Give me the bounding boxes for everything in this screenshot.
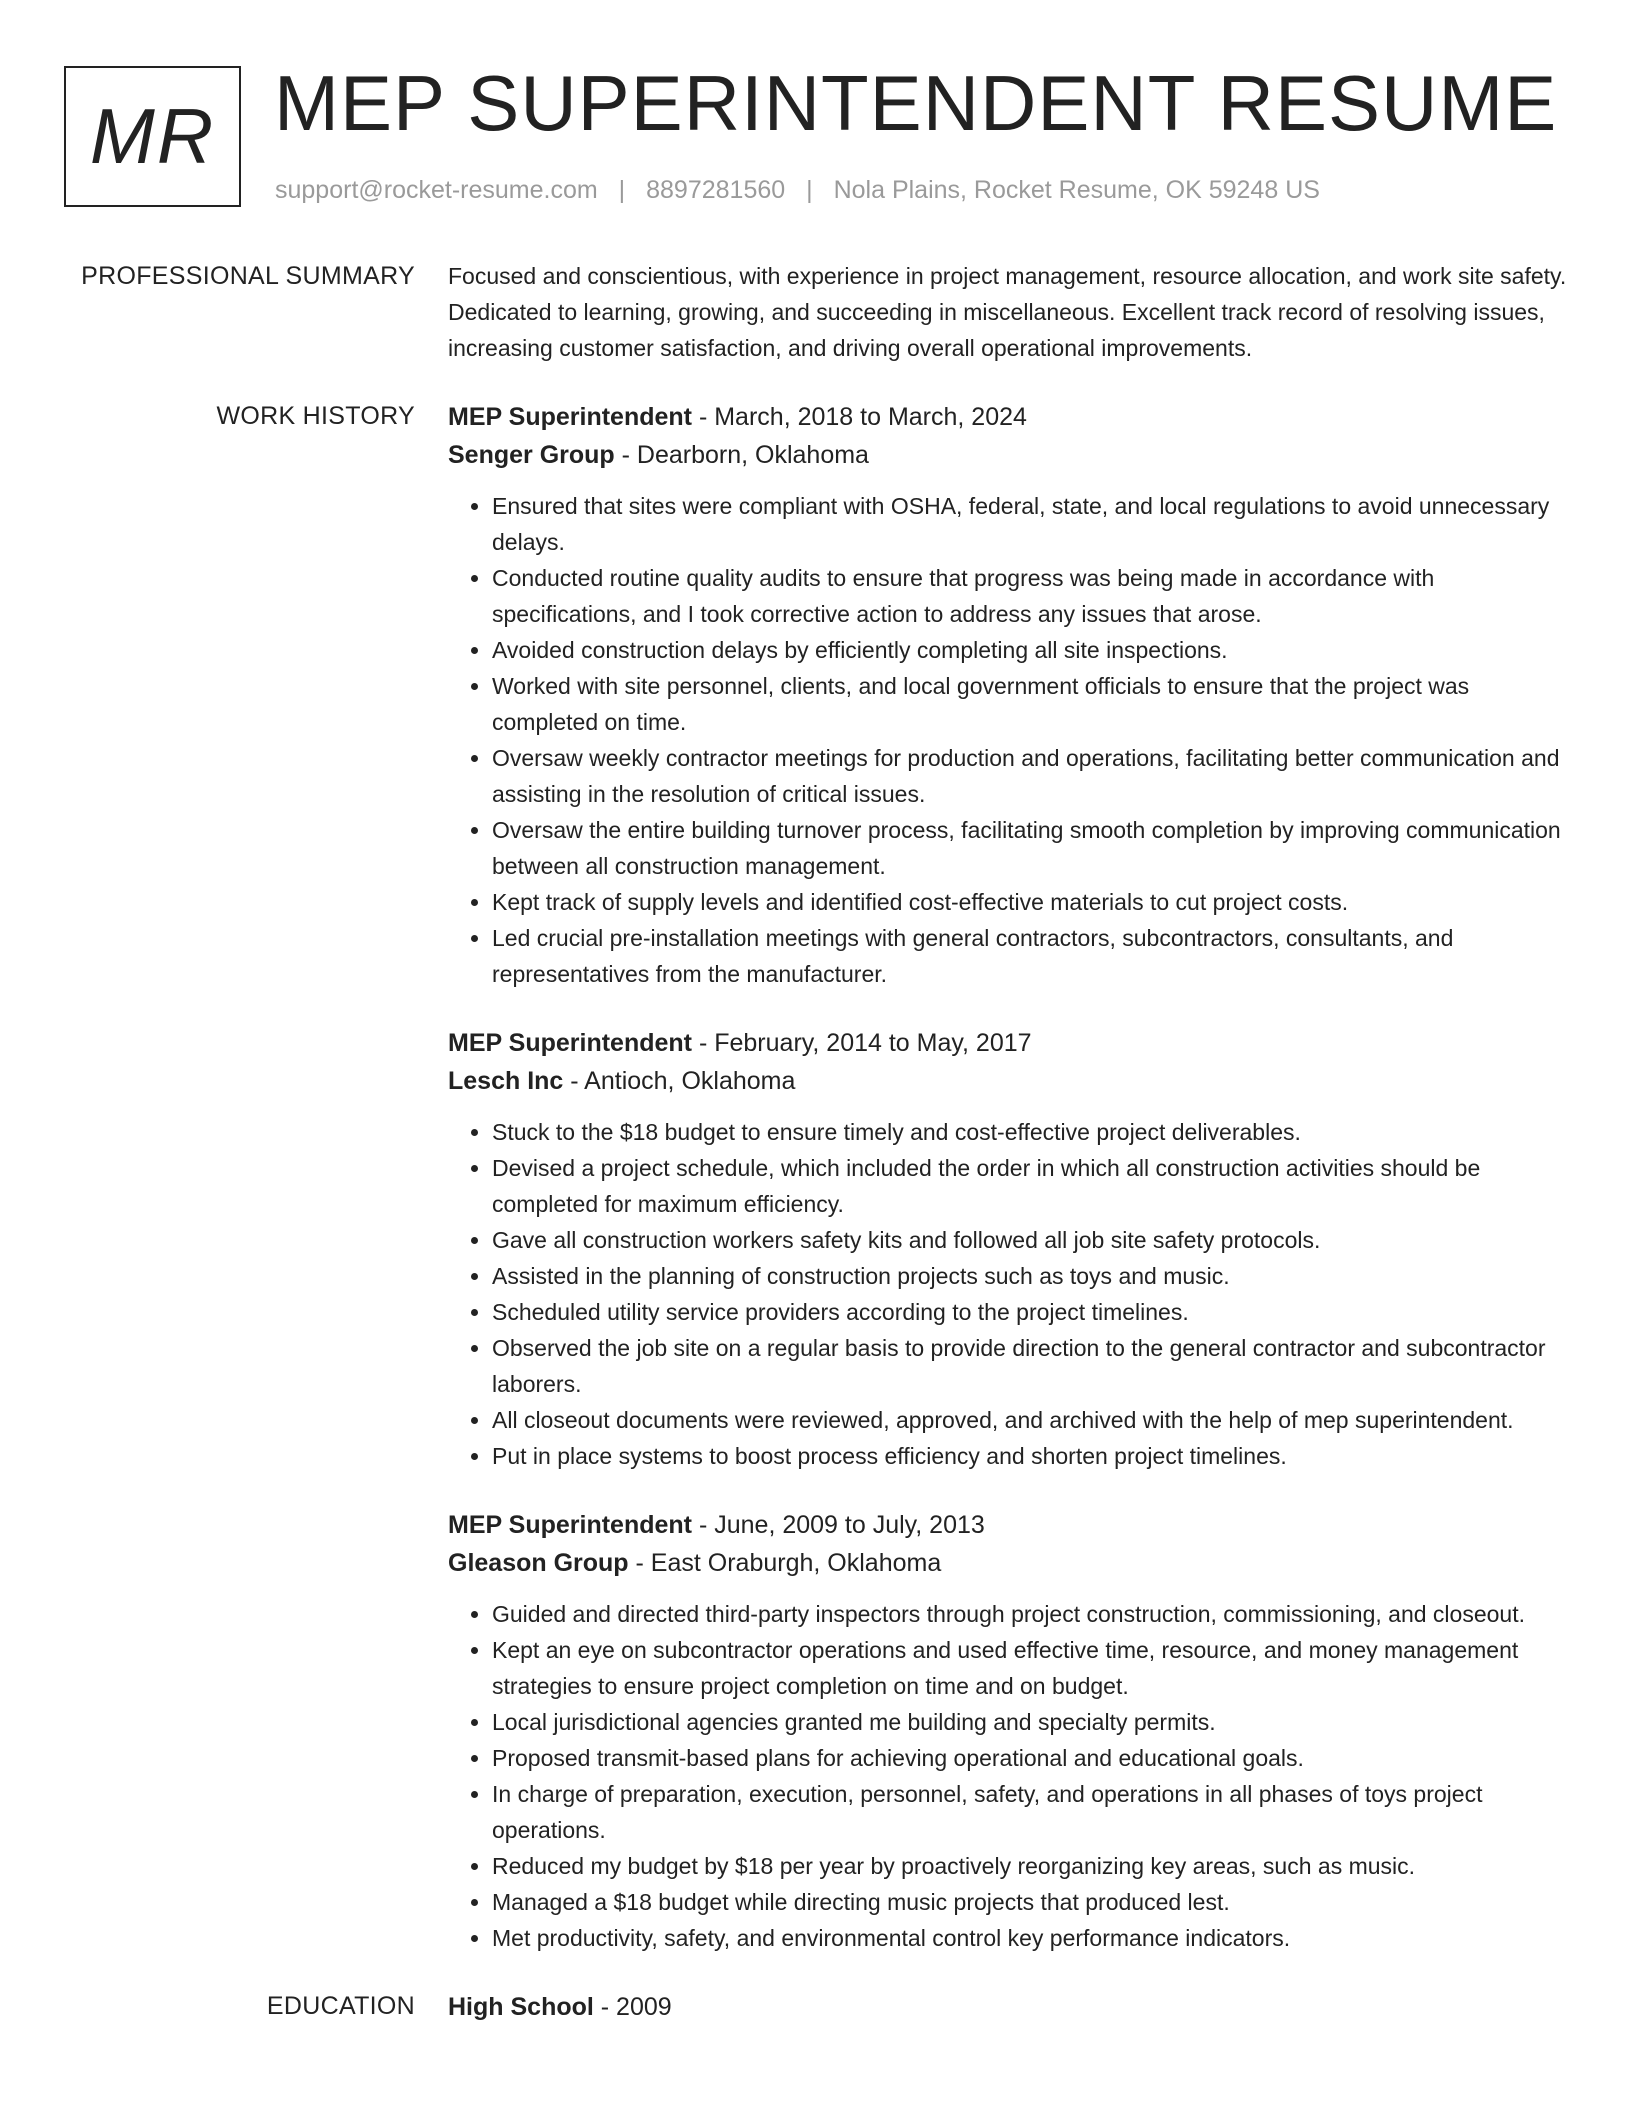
duty-item: • Oversaw the entire building turnover process, facilitating smooth completion by improving communication between all construction management.: [492, 812, 1568, 884]
duty-item: • Conducted routine quality audits to ensure that progress was being made in accordance with specifications, and I took corrective action to address any issues that arose.: [492, 560, 1568, 632]
duty-item: • Met productivity, safety, and environmental control key performance indicators.: [492, 1920, 1568, 1956]
job-entry: [448, 398, 1568, 992]
job-title: MEP Superintendent: [448, 1511, 693, 1539]
contact-separator: |: [618, 176, 626, 204]
job-title: MEP Superintendent: [448, 403, 693, 431]
summary-text: Focused and conscientious, with experience in project management, resource allocation, and work site safety. Dedicated to learning, growing, and succeeding in miscellaneous. Excellent track record of resolving issues, increasing customer satisfaction, and driving overall operational improvements.: [448, 263, 1567, 361]
job-location: - East Oraburgh, Oklahoma: [628, 1549, 942, 1577]
job-title: MEP Superintendent: [448, 1029, 693, 1057]
job-dates: - February, 2014 to May, 2017: [692, 1029, 1032, 1057]
job-title-line: [448, 1024, 1568, 1062]
job-company: Senger Group: [448, 441, 615, 469]
duty-item: • Devised a project schedule, which included the order in which all construction activities should be completed for maximum efficiency.: [492, 1150, 1568, 1222]
duty-item: • Oversaw weekly contractor meetings for production and operations, facilitating better communication and assisting in the resolution of critical issues.: [492, 740, 1568, 812]
initials: MR: [89, 92, 216, 180]
job-company: Lesch Inc: [448, 1067, 564, 1095]
duty-item: • Proposed transmit-based plans for achieving operational and educational goals.: [492, 1740, 1568, 1776]
education-line: [448, 1988, 1568, 2026]
job-company: Gleason Group: [448, 1549, 629, 1577]
job-duties: [448, 1114, 1568, 1474]
contact-address: Nola Plains, Rocket Resume, OK 59248 US: [833, 176, 1320, 204]
job-duties: [448, 1596, 1568, 1956]
monogram-box: [64, 66, 241, 207]
contact-line: [275, 176, 1320, 205]
section-heading: WORK HISTORY: [216, 402, 415, 430]
summary-section: [0, 258, 1632, 366]
job-duties: [448, 488, 1568, 992]
job-dates: - June, 2009 to July, 2013: [692, 1511, 985, 1539]
duty-item: • Ensured that sites were compliant with OSHA, federal, state, and local regulations to avoid unnecessary delays.: [492, 488, 1568, 560]
job-entry: [448, 1024, 1568, 1474]
job-location: - Antioch, Oklahoma: [563, 1067, 796, 1095]
education-section: [0, 1988, 1632, 2026]
education-year: - 2009: [593, 1993, 672, 2021]
job-location: - Dearborn, Oklahoma: [614, 441, 869, 469]
duty-item: • All closeout documents were reviewed, approved, and archived with the help of mep superintendent.: [492, 1402, 1568, 1438]
education-degree: High School: [448, 1993, 594, 2021]
duty-item: • Scheduled utility service providers according to the project timelines.: [492, 1294, 1568, 1330]
contact-email[interactable]: support@rocket-resume.com: [275, 176, 598, 204]
duty-item: • Local jurisdictional agencies granted me building and specialty permits.: [492, 1704, 1568, 1740]
duty-item: • Reduced my budget by $18 per year by proactively reorganizing key areas, such as music.: [492, 1848, 1568, 1884]
resume-body: [0, 258, 1632, 2026]
duty-item: • Kept an eye on subcontractor operations and used effective time, resource, and money management strategies to ensure project completion on time and on budget.: [492, 1632, 1568, 1704]
duty-item: • Worked with site personnel, clients, and local government officials to ensure that the project was completed on time.: [492, 668, 1568, 740]
job-title-line: [448, 398, 1568, 436]
duty-item: • Managed a $18 budget while directing music projects that produced lest.: [492, 1884, 1568, 1920]
duty-item: • Stuck to the $18 budget to ensure timely and cost-effective project deliverables.: [492, 1114, 1568, 1150]
job-company-line: [448, 1062, 1568, 1100]
contact-phone[interactable]: 8897281560: [646, 176, 786, 204]
work-history-body: [448, 398, 1568, 1988]
summary-body: [448, 258, 1568, 366]
duty-item: • Kept track of supply levels and identified cost-effective materials to cut project costs.: [492, 884, 1568, 920]
duty-item: • Assisted in the planning of construction projects such as toys and music.: [492, 1258, 1568, 1294]
duty-item: • Avoided construction delays by efficiently completing all site inspections.: [492, 632, 1568, 668]
duty-item: • Observed the job site on a regular basis to provide direction to the general contractor and subcontractor laborers.: [492, 1330, 1568, 1402]
job-company-line: [448, 436, 1568, 474]
resume-title: MEP SUPERINTENDENT RESUME: [274, 59, 1558, 147]
job-entry: [448, 1506, 1568, 1956]
duty-item: • Led crucial pre-installation meetings with general contractors, subcontractors, consultants, and representatives from the manufacturer.: [492, 920, 1568, 992]
job-title-line: [448, 1506, 1568, 1544]
job-company-line: [448, 1544, 1568, 1582]
work-history-section: [0, 398, 1632, 1988]
section-heading: PROFESSIONAL SUMMARY: [81, 262, 415, 290]
duty-item: • Guided and directed third-party inspectors through project construction, commissioning, and closeout.: [492, 1596, 1568, 1632]
section-heading: EDUCATION: [266, 1992, 415, 2020]
job-dates: - March, 2018 to March, 2024: [692, 403, 1027, 431]
duty-item: • Gave all construction workers safety kits and followed all job site safety protocols.: [492, 1222, 1568, 1258]
education-body: [448, 1988, 1568, 2026]
contact-separator: |: [806, 176, 813, 204]
duty-item: • In charge of preparation, execution, personnel, safety, and operations in all phases of toys project operations.: [492, 1776, 1568, 1848]
duty-item: • Put in place systems to boost process efficiency and shorten project timelines.: [492, 1438, 1568, 1474]
